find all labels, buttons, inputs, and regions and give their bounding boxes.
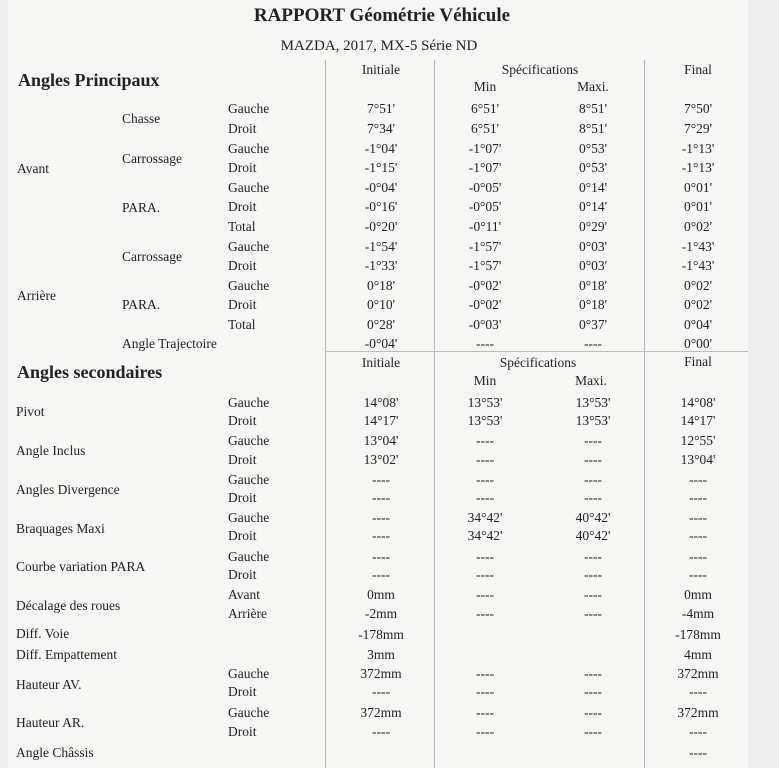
secondary-max-cell: ----: [584, 433, 602, 448]
secondary-min-cell: ----: [476, 684, 494, 699]
secondary-side-cell: Droit: [228, 684, 257, 699]
secondary-initial-cell: ----: [372, 549, 390, 564]
principal-min-cell: -1°07': [468, 160, 502, 175]
secondary-max-cell: ----: [584, 490, 602, 505]
secondary-min-cell: ----: [476, 567, 494, 582]
principal-final-cell: 0°01': [683, 199, 713, 214]
principal-col-spec: Spécifications: [501, 62, 579, 77]
secondary-col-final: Final: [684, 354, 712, 369]
secondary-min-cell: 34°42': [467, 528, 503, 543]
principal-min-cell: -1°57': [468, 239, 502, 254]
principal-initial-cell: -1°54': [364, 239, 398, 254]
principal-col-final: Final: [684, 62, 712, 77]
sec-group-included-angle: Angle Inclus: [16, 443, 86, 458]
secondary-max-cell: ----: [584, 472, 602, 487]
principal-min-cell: -0°05': [468, 180, 502, 195]
principal-initial-cell: -0°16': [364, 199, 398, 214]
sec-group-wheel-offset: Décalage des roues: [16, 598, 121, 613]
thrust-min: ----: [476, 336, 494, 351]
principal-min-cell: -0°03': [468, 317, 502, 332]
secondary-final-cell: ----: [689, 490, 707, 505]
principal-max-cell: 0°53': [578, 141, 608, 156]
principal-initial-cell: -0°20': [364, 219, 398, 234]
secondary-final-cell: ----: [689, 510, 707, 525]
secondary-max-cell: ----: [584, 705, 602, 720]
principal-col-min: Min: [473, 79, 497, 94]
secondary-side-cell: Gauche: [228, 666, 270, 681]
secondary-initial-cell: ----: [372, 528, 390, 543]
secondary-initial-cell: 372mm: [360, 666, 402, 681]
secondary-min-cell: ----: [476, 472, 494, 487]
principal-side-cell: Droit: [228, 258, 257, 273]
sub-para-front: PARA.: [122, 200, 161, 215]
secondary-initial-cell: 14°08': [363, 395, 399, 410]
secondary-max-cell: ----: [584, 606, 602, 621]
secondary-side-cell: Gauche: [228, 705, 270, 720]
principal-min-cell: 6°51': [470, 101, 500, 116]
secondary-max-cell: ----: [584, 587, 602, 602]
principal-final-cell: -1°43': [681, 258, 715, 273]
secondary-initial-cell: ----: [372, 472, 390, 487]
secondary-max-cell: 13°53': [575, 413, 611, 428]
sec-group-track-diff: Diff. Voie: [16, 626, 70, 641]
principal-side-cell: Total: [228, 219, 256, 234]
principal-side-cell: Gauche: [228, 101, 270, 116]
principal-col-initial: Initiale: [361, 62, 401, 77]
principal-max-cell: 8°51': [578, 101, 608, 116]
secondary-initial-cell: 13°02': [363, 452, 399, 467]
sec-group-max-steer: Braquages Maxi: [16, 521, 105, 536]
principal-col-max: Maxi.: [577, 79, 609, 94]
secondary-col-initial: Initiale: [361, 355, 401, 370]
sec-group-divergence: Angles Divergence: [16, 482, 120, 497]
principal-min-cell: -0°02': [468, 278, 502, 293]
secondary-max-cell: 40°42': [575, 528, 611, 543]
principal-max-cell: 0°14': [578, 180, 608, 195]
secondary-final-cell: ----: [689, 567, 707, 582]
sec-group-rear-height: Hauteur AR.: [16, 715, 85, 730]
secondary-min-cell: ----: [476, 587, 494, 602]
thrust-max: ----: [584, 336, 602, 351]
principal-min-cell: 6°51': [470, 121, 500, 136]
secondary-final-cell: 14°08': [680, 395, 716, 410]
secondary-side-cell: Gauche: [228, 510, 270, 525]
secondary-initial-cell: 14°17': [363, 413, 399, 428]
thrust-final: 0°00': [683, 336, 713, 351]
principal-min-cell: -1°57': [468, 258, 502, 273]
group-rear: Arrière: [17, 288, 56, 303]
principal-min-cell: -0°02': [468, 297, 502, 312]
sub-camber-rear: Carrossage: [122, 249, 182, 264]
secondary-min-cell: ----: [476, 490, 494, 505]
secondary-initial-cell: ----: [372, 684, 390, 699]
secondary-side-cell: Arrière: [228, 606, 267, 621]
secondary-side-cell: Gauche: [228, 433, 270, 448]
principal-max-cell: 0°53': [578, 160, 608, 175]
secondary-min-cell: 13°53': [467, 413, 503, 428]
secondary-initial-cell: 13°04': [363, 433, 399, 448]
divider-final: [644, 60, 645, 768]
secondary-side-cell: Droit: [228, 528, 257, 543]
principal-max-cell: 8°51': [578, 121, 608, 136]
secondary-max-cell: ----: [584, 567, 602, 582]
principal-side-cell: Droit: [228, 121, 257, 136]
secondary-heading: Angles secondaires: [17, 362, 163, 382]
secondary-side-cell: Droit: [228, 490, 257, 505]
secondary-max-cell: ----: [584, 724, 602, 739]
principal-initial-cell: 0°28': [366, 317, 396, 332]
secondary-min-cell: ----: [476, 549, 494, 564]
principal-min-cell: -0°05': [468, 199, 502, 214]
principal-max-cell: 0°03': [578, 239, 608, 254]
thrust-initial: -0°04': [364, 336, 398, 351]
secondary-final-cell: ----: [689, 745, 707, 760]
secondary-min-cell: ----: [476, 433, 494, 448]
principal-max-cell: 0°37': [578, 317, 608, 332]
secondary-side-cell: Avant: [228, 587, 260, 602]
secondary-final-cell: 372mm: [677, 705, 719, 720]
principal-final-cell: 0°02': [683, 297, 713, 312]
principal-final-cell: -1°13': [681, 160, 715, 175]
sec-group-wheelbase-diff: Diff. Empattement: [16, 647, 117, 662]
secondary-side-cell: Droit: [228, 567, 257, 582]
principal-initial-cell: 0°18': [366, 278, 396, 293]
principal-initial-cell: -1°33': [364, 258, 398, 273]
principal-initial-cell: -1°15': [364, 160, 398, 175]
principal-final-cell: -1°13': [681, 141, 715, 156]
principal-heading: Angles Principaux: [18, 70, 160, 90]
secondary-side-cell: Droit: [228, 724, 257, 739]
secondary-initial-cell: ----: [372, 510, 390, 525]
principal-final-cell: 7°29': [683, 121, 713, 136]
secondary-final-cell: 0mm: [684, 587, 712, 602]
principal-initial-cell: 7°51': [366, 101, 396, 116]
secondary-max-cell: ----: [584, 684, 602, 699]
secondary-min-cell: 13°53': [467, 395, 503, 410]
principal-final-cell: 7°50': [683, 101, 713, 116]
secondary-final-cell: ----: [689, 528, 707, 543]
secondary-min-cell: 34°42': [467, 510, 503, 525]
secondary-max-cell: 40°42': [575, 510, 611, 525]
principal-final-cell: 0°01': [683, 180, 713, 195]
divider-initial: [325, 60, 326, 768]
principal-max-cell: 0°14': [578, 199, 608, 214]
secondary-min-cell: ----: [476, 666, 494, 681]
sec-group-pivot: Pivot: [16, 404, 45, 419]
secondary-initial-cell: ----: [372, 490, 390, 505]
secondary-initial-cell: 3mm: [367, 647, 395, 662]
secondary-initial-cell: 0mm: [367, 587, 395, 602]
report-title: RAPPORT Géométrie Véhicule: [253, 5, 511, 26]
principal-final-cell: -1°43': [681, 239, 715, 254]
secondary-final-cell: 12°55': [680, 433, 716, 448]
secondary-final-cell: -178mm: [675, 627, 721, 642]
principal-max-cell: 0°29': [578, 219, 608, 234]
principal-side-cell: Droit: [228, 199, 257, 214]
secondary-initial-cell: -178mm: [358, 627, 404, 642]
secondary-initial-cell: ----: [372, 567, 390, 582]
principal-initial-cell: 0°10': [366, 297, 396, 312]
secondary-min-cell: ----: [476, 452, 494, 467]
principal-side-cell: Gauche: [228, 239, 270, 254]
secondary-final-cell: 14°17': [680, 413, 716, 428]
secondary-final-cell: 372mm: [677, 666, 719, 681]
secondary-min-cell: ----: [476, 606, 494, 621]
principal-min-cell: -0°11': [468, 219, 502, 234]
sec-group-toe-curve: Courbe variation PARA: [16, 559, 146, 574]
sec-group-front-height: Hauteur AV.: [16, 677, 82, 692]
secondary-initial-cell: ----: [372, 724, 390, 739]
principal-side-cell: Gauche: [228, 180, 270, 195]
secondary-side-cell: Gauche: [228, 395, 270, 410]
principal-final-cell: 0°04': [683, 317, 713, 332]
sub-camber-front: Carrossage: [122, 151, 182, 166]
group-front: Avant: [17, 161, 49, 176]
secondary-final-cell: 4mm: [684, 647, 712, 662]
secondary-col-max: Maxi.: [575, 373, 607, 388]
secondary-max-cell: ----: [584, 452, 602, 467]
secondary-side-cell: Gauche: [228, 549, 270, 564]
principal-side-cell: Total: [228, 317, 256, 332]
secondary-max-cell: 13°53': [575, 395, 611, 410]
secondary-side-cell: Gauche: [228, 472, 270, 487]
principal-max-cell: 0°18': [578, 278, 608, 293]
principal-side-cell: Droit: [228, 297, 257, 312]
secondary-col-min: Min: [473, 373, 497, 388]
principal-initial-cell: -0°04': [364, 180, 398, 195]
sec-group-chassis-angle: Angle Châssis: [16, 745, 94, 760]
secondary-final-cell: ----: [689, 724, 707, 739]
sub-caster: Chasse: [122, 111, 161, 126]
principal-max-cell: 0°18': [578, 297, 608, 312]
secondary-max-cell: ----: [584, 549, 602, 564]
secondary-final-cell: 13°04': [680, 452, 716, 467]
secondary-initial-cell: 372mm: [360, 705, 402, 720]
secondary-min-cell: ----: [476, 724, 494, 739]
principal-max-cell: 0°03': [578, 258, 608, 273]
secondary-final-cell: ----: [689, 472, 707, 487]
report-page: [8, 0, 748, 768]
secondary-initial-cell: -2mm: [364, 606, 398, 621]
thrust-label: Angle Trajectoire: [122, 336, 217, 351]
principal-side-cell: Droit: [228, 160, 257, 175]
secondary-min-cell: ----: [476, 705, 494, 720]
principal-min-cell: -1°07': [468, 141, 502, 156]
secondary-final-cell: ----: [689, 549, 707, 564]
secondary-side-cell: Droit: [228, 413, 257, 428]
secondary-side-cell: Droit: [228, 452, 257, 467]
principal-initial-cell: -1°04': [364, 141, 398, 156]
secondary-final-cell: -4mm: [681, 606, 715, 621]
sub-para-rear: PARA.: [122, 297, 161, 312]
secondary-max-cell: ----: [584, 666, 602, 681]
vehicle-info: MAZDA, 2017, MX-5 Série ND: [280, 38, 478, 54]
principal-side-cell: Gauche: [228, 278, 270, 293]
principal-final-cell: 0°02': [683, 219, 713, 234]
secondary-final-cell: ----: [689, 684, 707, 699]
principal-side-cell: Gauche: [228, 141, 270, 156]
secondary-col-spec: Spécifications: [499, 355, 577, 370]
divider-spec: [434, 60, 435, 768]
principal-initial-cell: 7°34': [366, 121, 396, 136]
principal-final-cell: 0°02': [683, 278, 713, 293]
